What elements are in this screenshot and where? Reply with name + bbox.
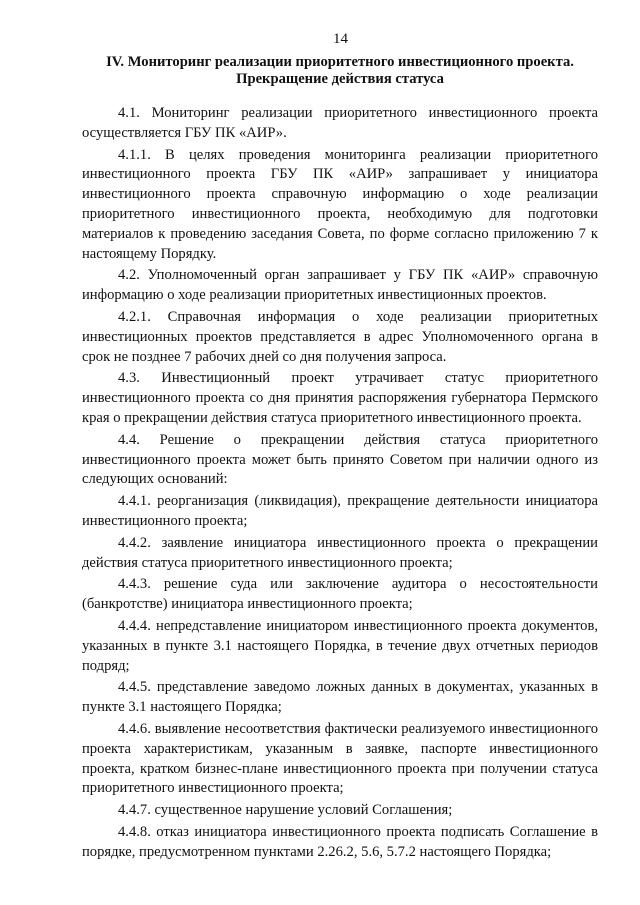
paragraph-4-4-8: 4.4.8. отказ инициатора инвестиционного проекта подписать Соглашение в порядке, предусмотренном пунктами 2.26.2, 5.6, 5.7.2 настоящего Порядка;	[82, 823, 598, 860]
paragraph-4-4-7: 4.4.7. существенное нарушение условий Соглашения;	[118, 802, 453, 819]
paragraph-4-2: 4.2. Уполномоченный орган запрашивает у ГБУ ПК «АИР» справочную информацию о ходе реализации приоритетных инвестиционных проектов.	[82, 267, 598, 304]
paragraph-4-4-2: 4.4.2. заявление инициатора инвестиционного проекта о прекращении действия статуса приоритетного инвестиционного проекта;	[82, 534, 598, 571]
paragraph-4-4: 4.4. Решение о прекращении действия статуса приоритетного инвестиционного проекта может быть принято Советом при наличии одного из следующих оснований:	[82, 431, 598, 488]
paragraph-4-4-6: 4.4.6. выявление несоответствия фактически реализуемого инвестиционного проекта характеристикам, указанным в заявке, паспорте инвестиционного проекта, кратком бизнес-плане инвестиционного проекта при получении статуса приоритетного инвестиционного проекта;	[82, 720, 598, 797]
paragraph-4-4-3: 4.4.3. решение суда или заключение аудитора о несостоятельности (банкротстве) инициатора инвестиционного проекта;	[82, 576, 598, 613]
paragraph-4-2-1: 4.2.1. Справочная информация о ходе реализации приоритетных инвестиционных проектов представляется в адрес Уполномоченного органа в срок не позднее 7 рабочих дней со дня получения запроса.	[82, 308, 598, 365]
paragraph-4-1-1: 4.1.1. В целях проведения мониторинга реализации приоритетного инвестиционного проекта ГБУ ПК «АИР» запрашивает у инициатора инвестиционного проекта справочную информацию о ходе реализации приоритетного инвестиционного проекта, необходимую для подготовки материалов к проведению заседания Совета, по форме согласно приложению 7 к настоящему Порядку.	[82, 146, 598, 262]
document-page	[82, 30, 598, 864]
document-body	[82, 104, 598, 862]
paragraph-4-4-5: 4.4.5. представление заведомо ложных данных в документах, указанных в пункте 3.1 настоящего Порядка;	[82, 679, 598, 716]
section-heading	[82, 54, 598, 87]
paragraph-4-4-1: 4.4.1. реорганизация (ликвидация), прекращение деятельности инициатора инвестиционного проекта;	[82, 493, 598, 529]
section-heading-line-1: IV. Мониторинг реализации приоритетного инвестиционного проекта.	[106, 54, 574, 70]
paragraph-4-3: 4.3. Инвестиционный проект утрачивает статус приоритетного инвестиционного проекта со дня принятия распоряжения губернатора Пермского края о прекращении действия статуса приоритетного инвестиционного проекта.	[82, 370, 598, 426]
paragraph-4-1: 4.1. Мониторинг реализации приоритетного инвестиционного проекта осуществляется ГБУ ПК «АИР».	[82, 105, 598, 141]
paragraph-4-4-4: 4.4.4. непредставление инициатором инвестиционного проекта документов, указанных в пункте 3.1 настоящего Порядка, в течение двух отчетных периодов подряд;	[82, 617, 598, 674]
page-number: 14	[333, 31, 348, 47]
section-heading-line-2: Прекращение действия статуса	[236, 70, 444, 87]
